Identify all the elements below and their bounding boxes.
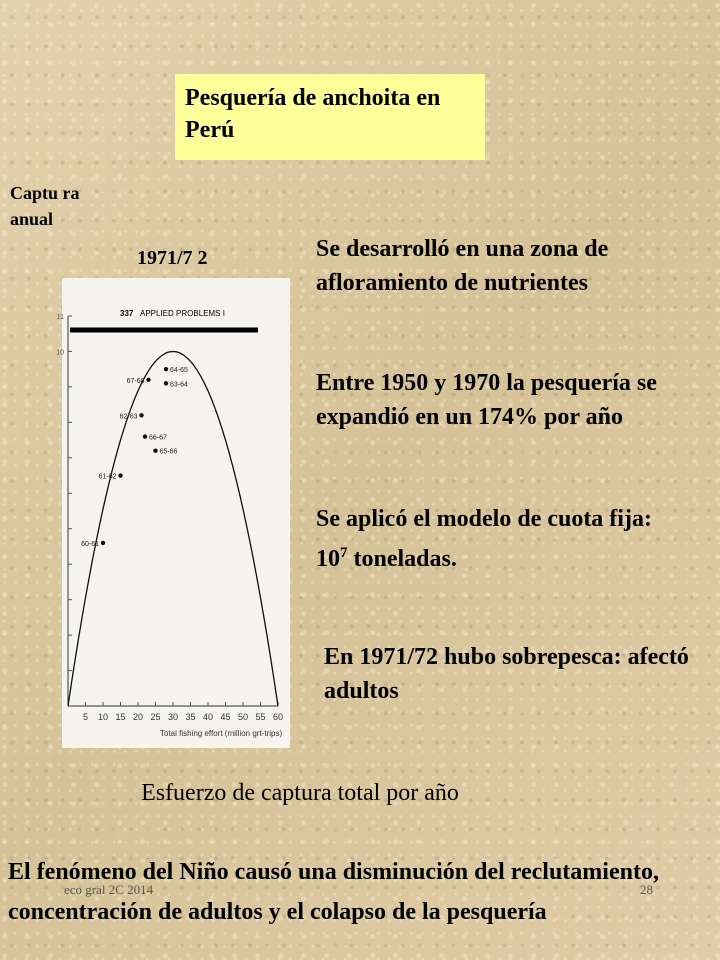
y-tick-label: 11: [56, 314, 64, 321]
x-tick-label: 5: [82, 712, 89, 722]
x-tick-label: 40: [202, 712, 214, 722]
quota-unit: toneladas.: [347, 546, 457, 572]
paragraph-quota: [316, 502, 686, 576]
x-tick-label: 35: [185, 712, 196, 722]
x-tick-label: 15: [115, 712, 126, 722]
yield-curve: [68, 352, 278, 707]
footer-course: eco gral 2C 2014: [64, 882, 154, 897]
y-axis-label: Captu ra anual: [10, 183, 80, 229]
slide-title: Pesquería de anchoita en Perú: [175, 74, 485, 160]
paragraph-expansion: Entre 1950 y 1970 la pesquería se expandió en un 174% por año: [316, 370, 657, 430]
chart-svg: [56, 278, 290, 748]
data-point: [164, 381, 168, 385]
data-point: [164, 367, 168, 371]
data-point-label: 61-62: [98, 473, 117, 481]
data-point: [153, 449, 157, 453]
data-point: [146, 378, 150, 382]
data-point: [101, 541, 105, 545]
x-tick-label: 45: [220, 712, 231, 722]
data-point-label: 65-66: [159, 448, 178, 456]
yield-effort-chart: [56, 278, 290, 748]
x-tick-label: 60: [272, 712, 284, 722]
chart-header-number: 337: [120, 309, 134, 318]
data-point: [118, 473, 122, 477]
data-point-label: 66-67: [149, 434, 167, 442]
x-tick-label: 30: [167, 712, 179, 722]
data-point: [139, 413, 143, 417]
x-tick-label: 55: [255, 712, 266, 722]
y-tick-label: 10: [56, 349, 64, 357]
x-tick-label: 25: [150, 712, 161, 722]
data-point-label: 63-64: [170, 381, 188, 389]
quota-text: Se aplicó el modelo de cuota fija: 10: [316, 506, 652, 572]
x-tick-label: 50: [237, 712, 249, 722]
conclusion-text: El fenómeno del Niño causó una disminución del reclutamiento, concentración de adultos y el colapso de la pesquería: [8, 859, 659, 925]
data-point-label: 64-65: [170, 367, 188, 375]
x-axis-caption: Esfuerzo de captura total por año: [141, 780, 459, 806]
paragraph-upwelling: Se desarrolló en una zona de afloramiento de nutrientes: [316, 236, 609, 296]
data-point-label: 60-61: [81, 540, 99, 548]
x-tick-label: 10: [97, 712, 109, 722]
data-point-label: 62-63: [119, 413, 138, 421]
chart-x-axis-label: Total fishing effort (million grt-trips): [160, 729, 283, 738]
year-label: 1971/7 2: [137, 247, 208, 269]
paragraph-overfishing: En 1971/72 hubo sobrepesca: afectó adultos: [324, 644, 689, 704]
quota-exponent: 7: [340, 545, 348, 561]
x-tick-label: 20: [132, 712, 144, 722]
chart-header-text: APPLIED PROBLEMS I: [140, 309, 225, 318]
data-point: [143, 434, 147, 438]
footer-page-number: 28: [640, 882, 653, 897]
data-point-label: 67-68: [126, 377, 145, 385]
